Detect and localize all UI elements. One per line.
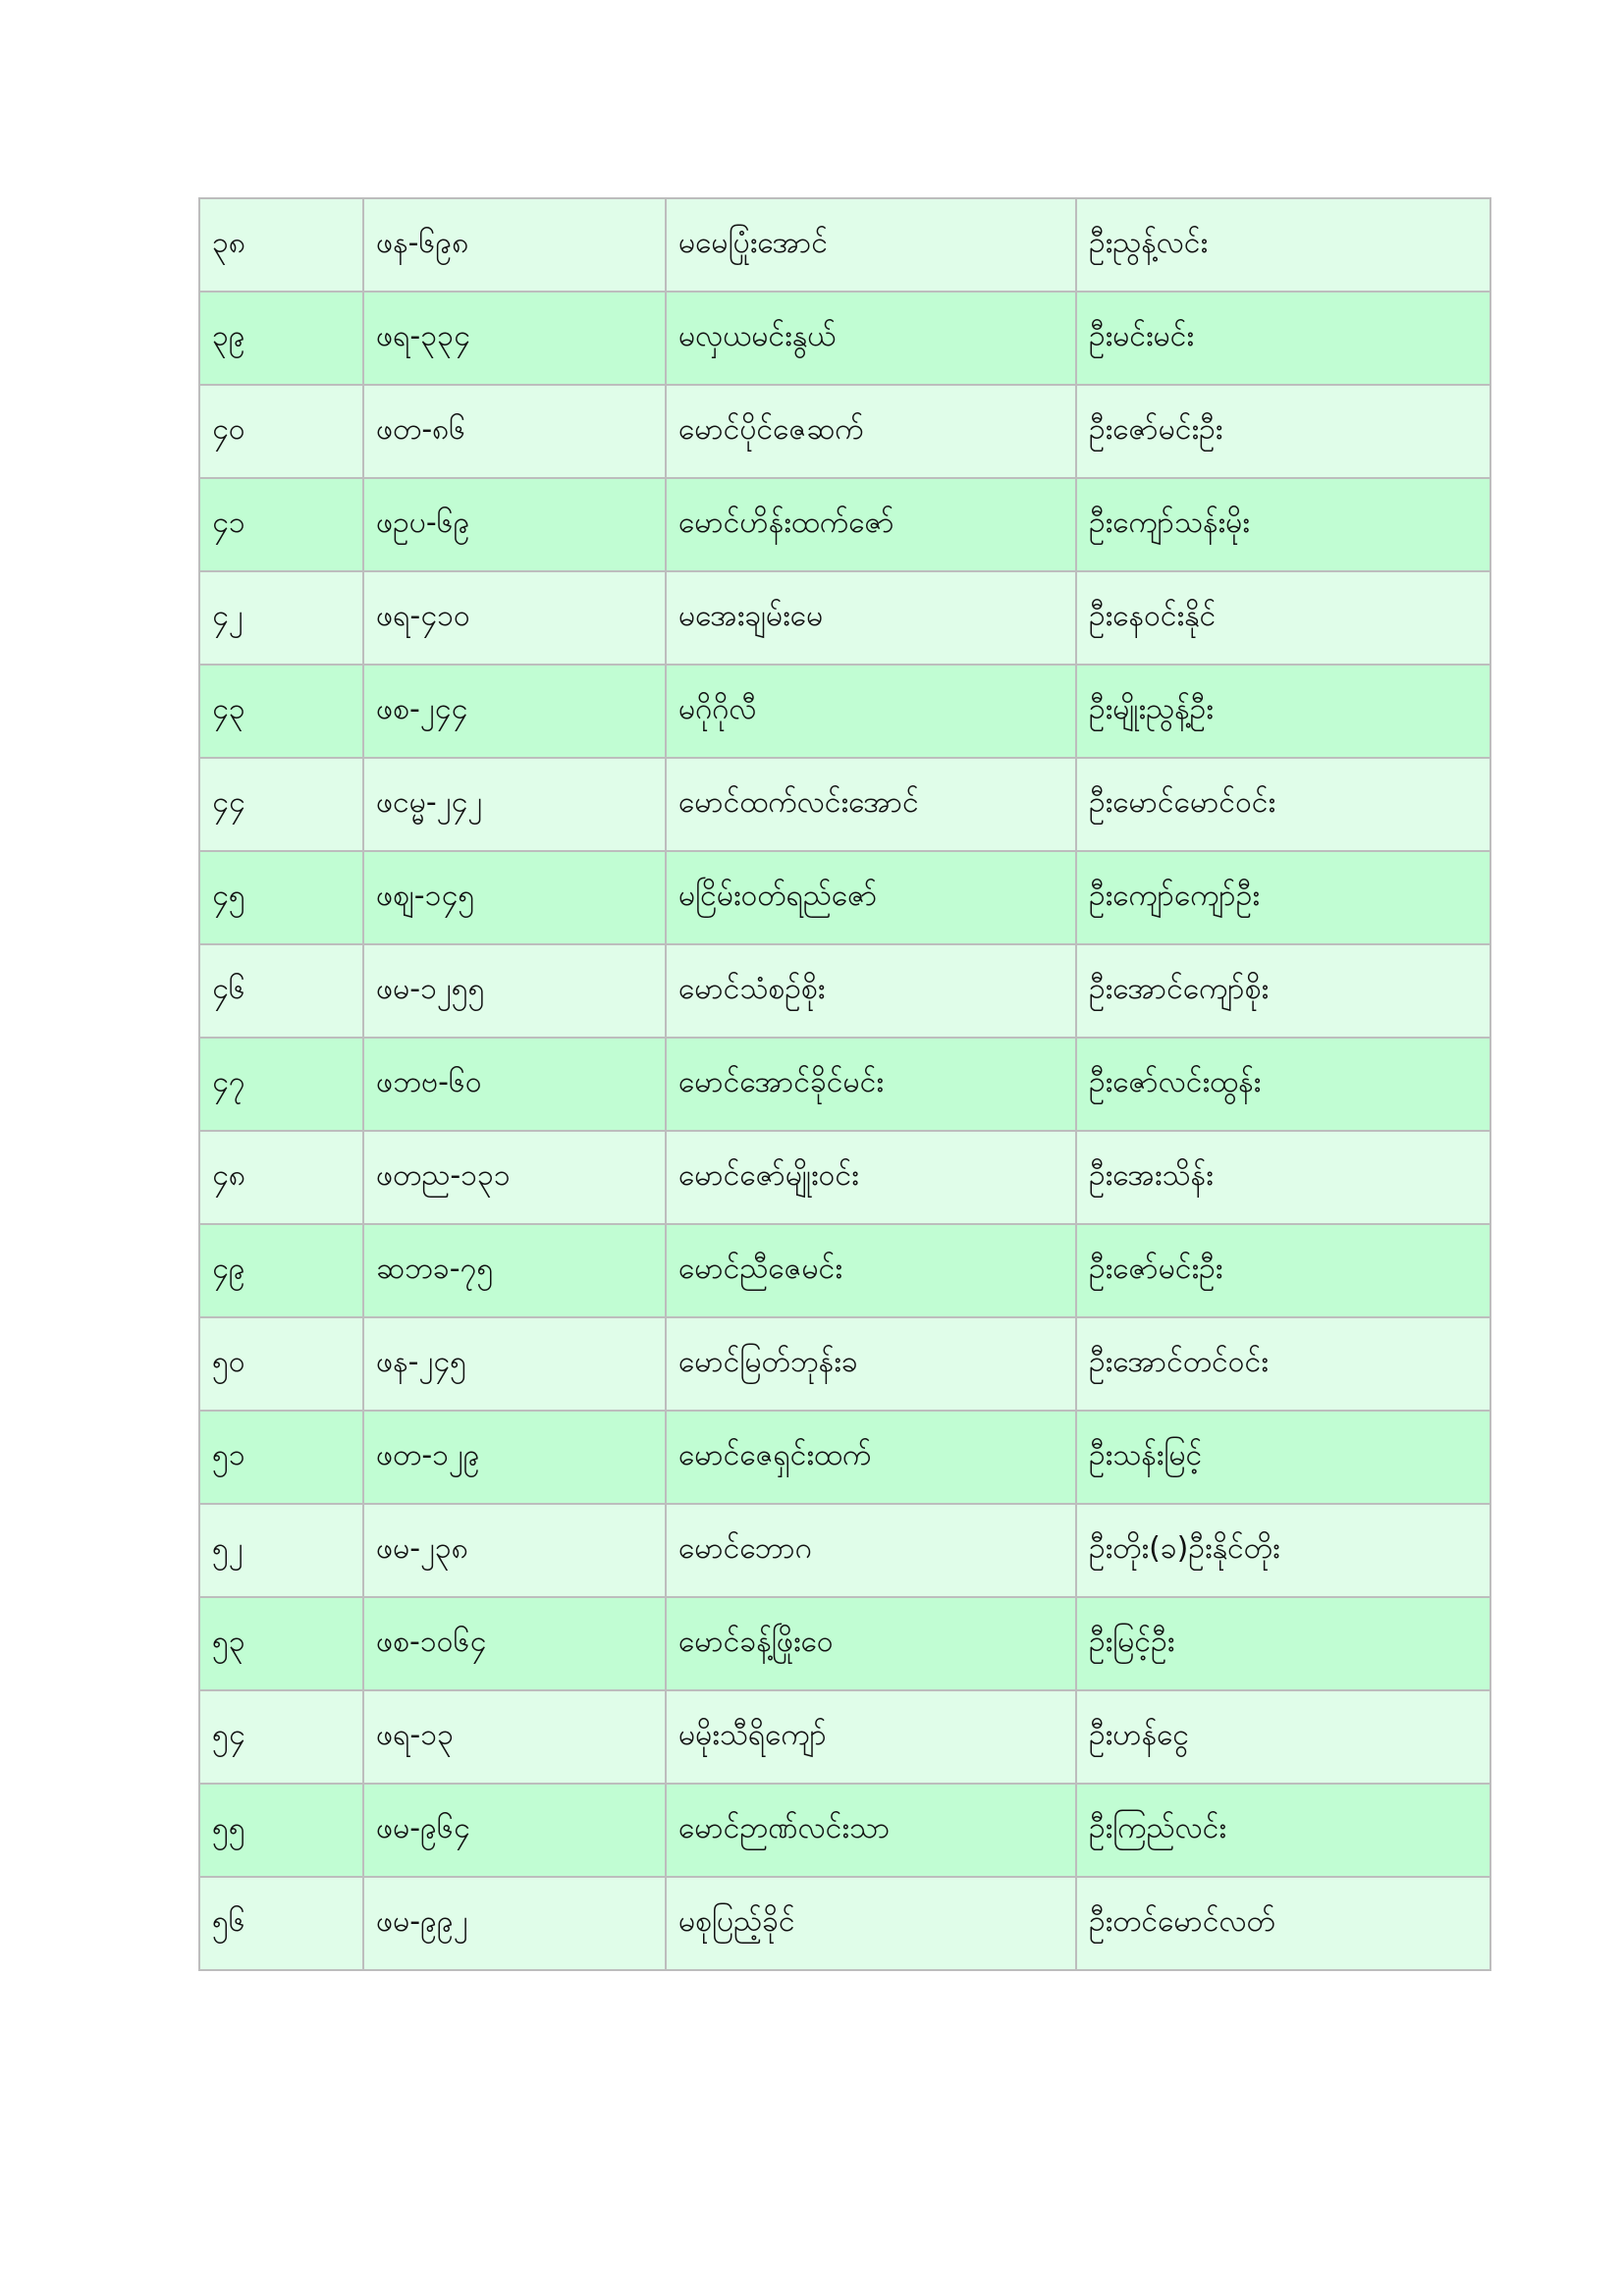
row-number-cell: ၄၄ [199,758,363,851]
registration-id-cell: ဖရ-၃၃၄ [363,292,666,385]
registration-id-cell: ဖမ-၉၉၂ [363,1877,666,1970]
student-name-cell: မောင်အောင်ခိုင်မင်း [666,1038,1076,1131]
table-row [199,385,1490,478]
registration-id-cell: ဖန-၆၉၈ [363,198,666,292]
table-row [199,665,1490,758]
row-number-cell: ၃၈ [199,198,363,292]
student-name-cell: မမိုးသီရိကျော် [666,1690,1076,1784]
father-name-cell: ဦးဟန်ငွေ [1076,1690,1490,1784]
table-row [199,478,1490,571]
father-name-cell: ဦးတိုး(ခ)ဦးနိုင်တိုး [1076,1504,1490,1597]
row-number-cell: ၅၀ [199,1317,363,1411]
father-name-cell: ဦးမောင်မောင်ဝင်း [1076,758,1490,851]
father-name-cell: ဦးသန်းမြင့် [1076,1411,1490,1504]
row-number-cell: ၄၅ [199,851,363,944]
father-name-cell: ဦးကျော်ကျော်ဦး [1076,851,1490,944]
student-name-cell: မောင်ဇေရှင်းထက် [666,1411,1076,1504]
table-row [199,1690,1490,1784]
row-number-cell: ၅၂ [199,1504,363,1597]
row-number-cell: ၅၄ [199,1690,363,1784]
student-name-cell: မောင်သံစဉ်စိုး [666,944,1076,1038]
row-number-cell: ၅၁ [199,1411,363,1504]
student-name-cell: မအေးချမ်းမေ [666,571,1076,665]
table-row [199,758,1490,851]
registration-id-cell: ဖဘဗ-၆၀ [363,1038,666,1131]
student-name-cell: မစုပြည့်ခိုင် [666,1877,1076,1970]
father-name-cell: ဦးနေဝင်းနိုင် [1076,571,1490,665]
registration-id-cell: ဖမ-၁၂၅၅ [363,944,666,1038]
father-name-cell: ဦးဇော်မင်းဦး [1076,385,1490,478]
student-name-cell: မောင်မြတ်ဘုန်းခ [666,1317,1076,1411]
student-name-cell: မောင်ဘောဂ [666,1504,1076,1597]
registration-id-cell: ဖတ-၁၂၉ [363,1411,666,1504]
row-number-cell: ၃၉ [199,292,363,385]
student-name-cell: မလှယမင်းနွယ် [666,292,1076,385]
registration-id-cell: ဆဘခ-၇၅ [363,1224,666,1317]
father-name-cell: ဦးမင်းမင်း [1076,292,1490,385]
registration-id-cell: ဖစျ-၁၄၅ [363,851,666,944]
registration-id-cell: ဖတ-၈၆ [363,385,666,478]
table-row [199,851,1490,944]
roster-table-body [199,198,1490,1970]
father-name-cell: ဦးကျော်သန်းမိုး [1076,478,1490,571]
father-name-cell: ဦးအောင်ကျော်စိုး [1076,944,1490,1038]
father-name-cell: ဦးမြင့်ဦး [1076,1597,1490,1690]
registration-id-cell: ဖမ-၂၃၈ [363,1504,666,1597]
father-name-cell: ဦးအေးသိန်း [1076,1131,1490,1224]
row-number-cell: ၄၀ [199,385,363,478]
registration-id-cell: ဖငမ္မ-၂၄၂ [363,758,666,851]
row-number-cell: ၅၅ [199,1784,363,1877]
student-name-cell: မောင်ထက်လင်းအောင် [666,758,1076,851]
row-number-cell: ၅၆ [199,1877,363,1970]
registration-id-cell: ဖစ-၁၀၆၄ [363,1597,666,1690]
table-row [199,1131,1490,1224]
table-row [199,1317,1490,1411]
student-name-cell: မောင်ခန့်ဖြိုးဝေ [666,1597,1076,1690]
student-name-cell: မောင်ဟိန်းထက်ဇော် [666,478,1076,571]
row-number-cell: ၄၁ [199,478,363,571]
table-row [199,1784,1490,1877]
student-name-cell: မောင်ဇော်မျိုးဝင်း [666,1131,1076,1224]
table-row [199,198,1490,292]
table-row [199,292,1490,385]
registration-id-cell: ဖရ-၁၃ [363,1690,666,1784]
registration-id-cell: ဖန-၂၄၅ [363,1317,666,1411]
student-name-cell: မမေပြုံးအောင် [666,198,1076,292]
table-row [199,1411,1490,1504]
row-number-cell: ၄၃ [199,665,363,758]
father-name-cell: ဦးတင်မောင်လတ် [1076,1877,1490,1970]
table-row [199,1224,1490,1317]
student-name-cell: မောင်ဉာဏ်လင်းသာ [666,1784,1076,1877]
father-name-cell: ဦးမျိုးညွန့်ဦး [1076,665,1490,758]
registration-id-cell: ဖရ-၄၁၀ [363,571,666,665]
student-name-cell: မဂိုဂိုလီ [666,665,1076,758]
student-name-cell: မောင်ညီဇေမင်း [666,1224,1076,1317]
table-row [199,1877,1490,1970]
registration-id-cell: ဖတည-၁၃၁ [363,1131,666,1224]
row-number-cell: ၄၆ [199,944,363,1038]
student-name-cell: မငြိမ်းဝတ်ရည်ဇော် [666,851,1076,944]
student-name-cell: မောင်ပိုင်ဇေဆက် [666,385,1076,478]
table-row [199,571,1490,665]
father-name-cell: ဦးညွန့်လင်း [1076,198,1490,292]
row-number-cell: ၄၉ [199,1224,363,1317]
roster-table [198,197,1491,1971]
father-name-cell: ဦးဇော်လင်းထွန်း [1076,1038,1490,1131]
row-number-cell: ၄၇ [199,1038,363,1131]
father-name-cell: ဦးအောင်တင်ဝင်း [1076,1317,1490,1411]
table-row [199,1597,1490,1690]
registration-id-cell: ဖဥပ-၆၉ [363,478,666,571]
row-number-cell: ၅၃ [199,1597,363,1690]
row-number-cell: ၄၂ [199,571,363,665]
table-row [199,944,1490,1038]
father-name-cell: ဦးဇော်မင်းဦး [1076,1224,1490,1317]
registration-id-cell: ဖမ-၉၆၄ [363,1784,666,1877]
father-name-cell: ဦးကြည်လင်း [1076,1784,1490,1877]
registration-id-cell: ဖစ-၂၄၄ [363,665,666,758]
row-number-cell: ၄၈ [199,1131,363,1224]
table-row [199,1504,1490,1597]
table-row [199,1038,1490,1131]
